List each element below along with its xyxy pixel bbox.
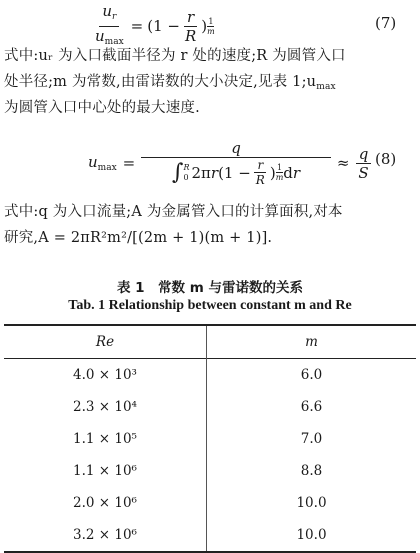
header-re: Re (95, 334, 115, 350)
cell-m: 6.0 (207, 359, 417, 392)
cell-m: 8.8 (207, 455, 417, 487)
equation-7-number: (7) (375, 14, 397, 32)
integral-fraction: q ∫ R 0 2πr(1 − $\frac{r}{R}$ ) 1 m dr (141, 140, 331, 186)
r-over-R-fraction: $\frac{r}{R}$ (184, 7, 197, 45)
exponent-1-over-m: 1 m (207, 16, 215, 36)
table-row (4, 519, 416, 551)
velocity-ratio-fraction: $\frac{u_r}{u_{max}}$ (95, 1, 124, 47)
table-caption-english: Tab. 1 Relationship between constant m and Re (68, 298, 352, 313)
cell-re: 3.2 × 10⁶ (73, 527, 137, 543)
equation-7: $\frac{u_r}{u_{max}}$ = (1 − $\frac{r}{R}$ ) 1 m (92, 4, 215, 48)
table-caption-chinese: 表 1 常数 m 与雷诺数的关系 (116, 280, 304, 296)
paragraph-1-line-1: 式中:uᵣ 为入口截面半径为 r 处的速度;R 为圆管入口 (4, 48, 346, 64)
paragraph-2-line-2: 研究,A = 2πR²m²/[(2m + 1)(m + 1)]. (4, 230, 273, 246)
cell-re: 1.1 × 10⁵ (73, 431, 137, 447)
cell-re: 4.0 × 10³ (73, 367, 137, 383)
table-row (4, 487, 416, 519)
cell-m: 7.0 (207, 423, 417, 455)
table-row (4, 423, 416, 455)
table-row (4, 391, 416, 423)
cell-re: 2.3 × 10⁴ (73, 399, 137, 415)
relationship-table (4, 324, 416, 553)
table-row (4, 359, 416, 392)
cell-m: 10.0 (207, 487, 417, 519)
header-m: m (207, 326, 417, 359)
equation-8: $u_{max}$ = q ∫ R 0 2πr(1 − $\frac{r}{R}$ ) 1 m dr ≈ $\frac{q}{S}$ (88, 132, 372, 194)
equation-8-number: (8) (375, 150, 397, 168)
table-row (4, 455, 416, 487)
cell-re: 1.1 × 10⁶ (73, 463, 137, 479)
q-over-S-fraction: $\frac{q}{S}$ (355, 146, 371, 181)
cell-m: 6.6 (207, 391, 417, 423)
paragraph-1-line-3: 为圆管入口中心处的最大速度. (4, 100, 200, 116)
paragraph-1-line-2: 处半径;m 为常数,由雷诺数的大小决定,见表 $1;u_{max}$ (4, 74, 336, 92)
cell-re: 2.0 × 10⁶ (73, 495, 137, 511)
paragraph-2-line-1: 式中:q 为入口流量;A 为金属管入口的计算面积,对本 (4, 204, 343, 220)
cell-m: 10.0 (207, 519, 417, 551)
